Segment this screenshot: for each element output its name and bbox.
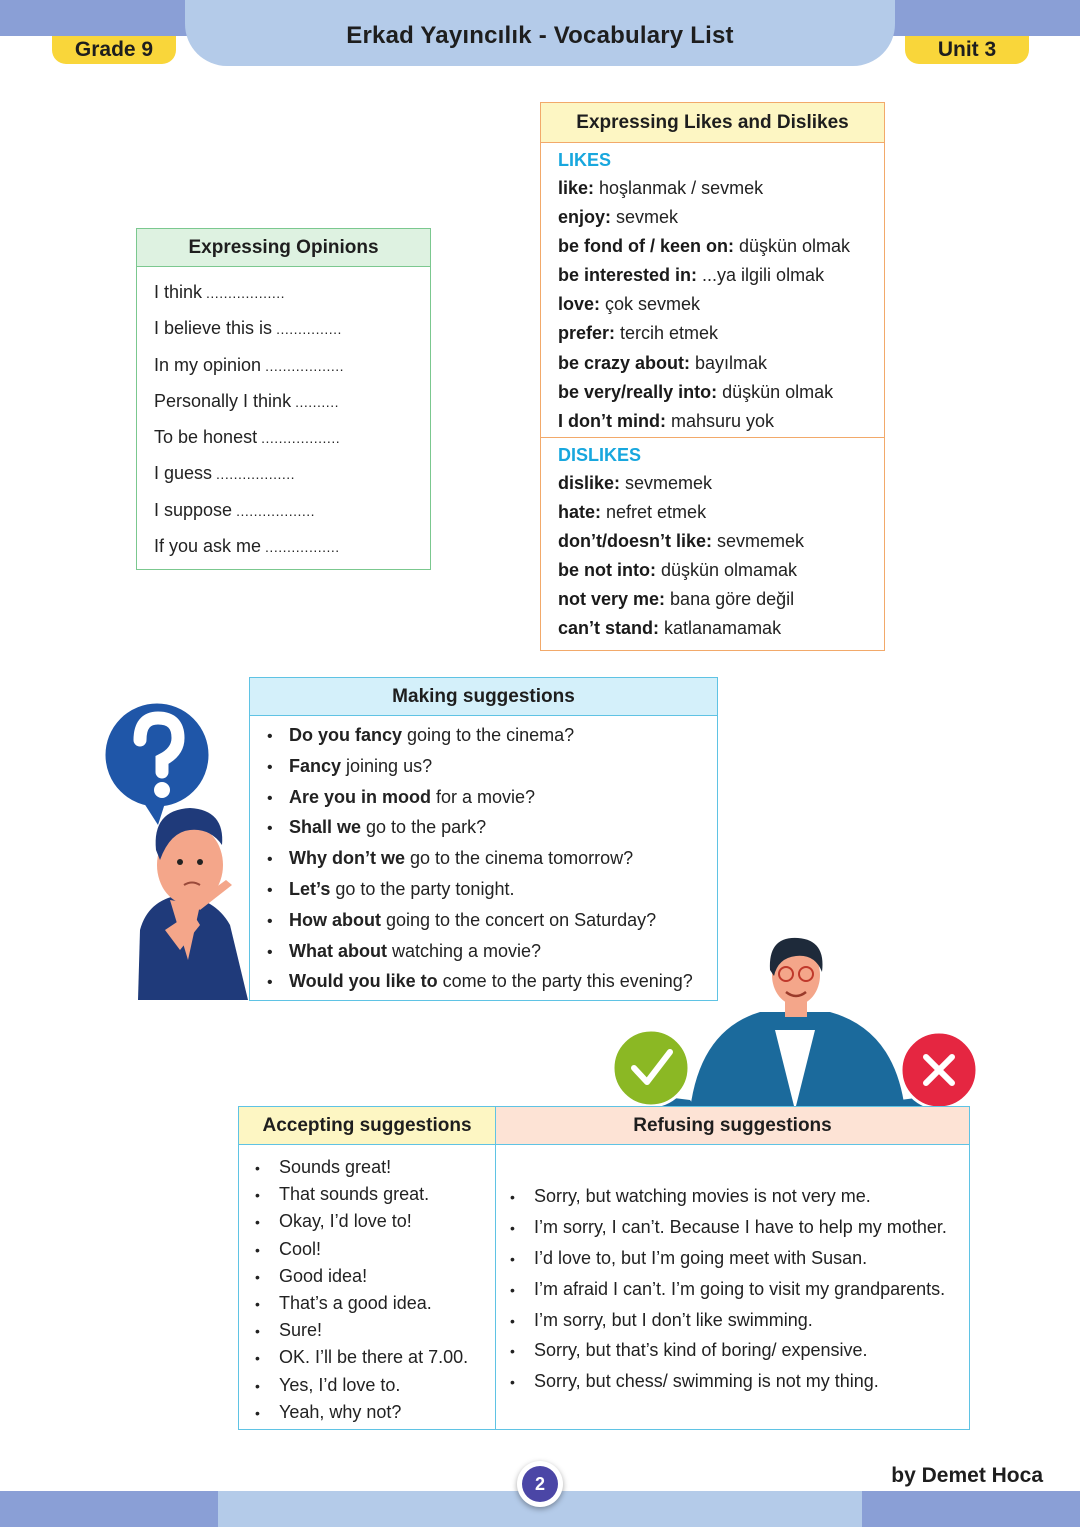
blank-dots: ................. xyxy=(265,539,340,556)
expressing-opinions-title: Expressing Opinions xyxy=(137,229,430,267)
vocab-meaning: sevmek xyxy=(611,207,679,228)
question-mark-icon xyxy=(104,702,210,825)
list-item xyxy=(255,1181,495,1208)
bullet: • xyxy=(510,1312,515,1329)
list-item xyxy=(154,386,430,422)
bullet: • xyxy=(510,1189,515,1205)
suggestion-phrase: Shall we xyxy=(289,817,362,838)
vocab-term: I don’t mind: xyxy=(558,410,666,431)
list-item xyxy=(558,585,884,614)
blank-dots: .................. xyxy=(216,466,296,483)
opinion-phrase: I suppose xyxy=(154,499,233,520)
vocab-term: be crazy about: xyxy=(558,352,691,373)
blank-dots: ............... xyxy=(276,321,342,338)
accept-phrase: That sounds great. xyxy=(279,1184,430,1205)
dislikes-list xyxy=(541,469,884,644)
accept-phrase: That’s a good idea. xyxy=(279,1292,432,1313)
list-item xyxy=(558,319,884,348)
list-item xyxy=(154,422,430,458)
list-item xyxy=(267,874,717,905)
vocab-meaning: sevmemek xyxy=(620,472,713,493)
bullet: • xyxy=(510,1281,515,1298)
suggestion-rest: go to the party tonight. xyxy=(330,878,515,899)
vocab-term: don’t/doesn’t like: xyxy=(558,531,713,552)
vocab-term: not very me: xyxy=(558,589,666,610)
vocab-term: like: xyxy=(558,178,595,198)
page-title: Erkad Yayıncılık - Vocabulary List xyxy=(346,22,734,49)
bullet: • xyxy=(510,1250,515,1267)
footer-band-right xyxy=(862,1491,1080,1527)
list-item xyxy=(154,313,430,349)
list-item xyxy=(255,1290,495,1317)
bullet: • xyxy=(255,1214,260,1231)
footer-band-left xyxy=(0,1491,218,1527)
list-item xyxy=(558,614,884,643)
vocab-term: can’t stand: xyxy=(558,618,660,639)
list-item xyxy=(267,812,717,843)
bullet: • xyxy=(510,1219,515,1236)
list-item xyxy=(255,1208,495,1235)
vocab-term: be very/really into: xyxy=(558,381,718,402)
blank-dots: .................. xyxy=(236,502,316,519)
vocab-meaning: çok sevmek xyxy=(600,294,701,315)
accept-phrase: Sure! xyxy=(279,1320,323,1341)
list-item xyxy=(510,1335,969,1366)
bullet: • xyxy=(267,881,273,899)
likes-heading: LIKES xyxy=(558,150,612,170)
page-number: 2 xyxy=(522,1466,558,1502)
suggestion-rest: come to the party this evening? xyxy=(437,971,693,992)
vocab-meaning: ...ya ilgili olmak xyxy=(697,265,825,286)
likes-dislikes-box xyxy=(540,102,885,651)
bullet: • xyxy=(255,1350,260,1367)
list-item xyxy=(154,495,430,531)
man-choice-illustration xyxy=(610,930,980,1110)
bullet: • xyxy=(255,1241,260,1258)
suggestion-rest: joining us? xyxy=(341,755,433,776)
list-item xyxy=(154,277,430,313)
list-item xyxy=(558,203,884,232)
refuse-phrase: I’m afraid I can’t. I’m going to visit my grandparents. xyxy=(534,1278,946,1299)
unit-tag: Unit 3 xyxy=(905,36,1029,64)
vocab-meaning: katlanamamak xyxy=(659,618,782,639)
bullet: • xyxy=(267,789,273,807)
refuse-phrase: Sorry, but that’s kind of boring/ expensive. xyxy=(534,1340,868,1361)
list-item xyxy=(510,1212,969,1243)
accepting-suggestions-column xyxy=(239,1107,496,1429)
list-item xyxy=(558,261,884,290)
list-item xyxy=(255,1344,495,1371)
blank-dots: .................. xyxy=(206,285,286,301)
vocab-meaning: düşkün olmamak xyxy=(655,560,798,581)
accept-phrase: Yes, I’d love to. xyxy=(279,1374,401,1395)
opinion-phrase: To be honest xyxy=(154,427,258,448)
refusing-suggestions-column xyxy=(496,1107,969,1429)
refusing-suggestions-title: Refusing suggestions xyxy=(496,1107,969,1145)
refuse-phrase: Sorry, but watching movies is not very me. xyxy=(534,1186,871,1206)
vocab-meaning: mahsuru yok xyxy=(665,410,775,431)
dislikes-heading: DISLIKES xyxy=(558,444,642,465)
likes-dislikes-title: Expressing Likes and Dislikes xyxy=(541,103,884,143)
vocab-meaning: nefret etmek xyxy=(601,501,707,522)
opinion-phrase: If you ask me xyxy=(154,536,262,557)
suggestion-phrase: Let’s xyxy=(289,878,331,899)
grade-tag: Grade 9 xyxy=(52,36,176,64)
bullet: • xyxy=(267,851,273,869)
accepting-suggestions-title: Accepting suggestions xyxy=(239,1107,495,1145)
accept-refuse-box xyxy=(238,1106,970,1430)
list-item xyxy=(255,1263,495,1290)
suggestion-phrase: Why don’t we xyxy=(289,848,405,869)
bullet: • xyxy=(267,943,273,961)
list-item xyxy=(267,782,717,813)
list-item xyxy=(558,349,884,378)
likes-list xyxy=(541,174,884,436)
list-item xyxy=(558,232,884,261)
vocab-meaning: tercih etmek xyxy=(615,323,719,344)
bullet: • xyxy=(255,1268,260,1285)
list-item xyxy=(558,378,884,407)
vocab-meaning: hoşlanmak / sevmek xyxy=(594,178,764,198)
vocab-meaning: düşkün olmak xyxy=(734,236,851,257)
list-item xyxy=(558,174,884,203)
accept-phrase: Cool! xyxy=(279,1238,322,1259)
opinion-phrase: Personally I think xyxy=(154,390,292,411)
refuse-phrase: I’m sorry, but I don’t like swimming. xyxy=(534,1309,813,1330)
bullet: • xyxy=(255,1377,260,1394)
bullet: • xyxy=(255,1187,260,1204)
suggestion-rest: going to the cinema? xyxy=(402,725,575,745)
bullet: • xyxy=(267,820,273,838)
list-item xyxy=(267,843,717,874)
blank-dots: .................. xyxy=(265,357,345,374)
page-number-badge xyxy=(517,1461,563,1507)
accepting-list xyxy=(239,1145,495,1426)
list-item xyxy=(558,498,884,527)
bullet: • xyxy=(255,1323,260,1340)
vocab-term: be not into: xyxy=(558,560,656,581)
bullet: • xyxy=(510,1374,515,1391)
bullet: • xyxy=(267,912,273,930)
refusing-list xyxy=(496,1145,969,1397)
list-item xyxy=(255,1236,495,1263)
accept-phrase: Okay, I’d love to! xyxy=(279,1211,412,1232)
suggestion-phrase: Do you fancy xyxy=(289,725,403,745)
list-item xyxy=(154,458,430,494)
list-item xyxy=(267,751,717,782)
suggestion-rest: going to the concert on Saturday? xyxy=(381,909,657,930)
list-item xyxy=(255,1399,495,1426)
vocab-term: hate: xyxy=(558,501,602,522)
expressing-opinions-box xyxy=(136,228,431,570)
bullet: • xyxy=(267,728,273,745)
list-item xyxy=(154,350,430,386)
list-item xyxy=(558,527,884,556)
title-banner xyxy=(185,0,895,66)
list-item xyxy=(510,1305,969,1336)
list-item xyxy=(510,1181,969,1212)
suggestion-phrase: Are you in mood xyxy=(289,786,432,807)
list-item xyxy=(154,531,430,567)
suggestion-rest: go to the park? xyxy=(361,817,487,838)
bullet: • xyxy=(255,1404,260,1421)
vocab-term: love: xyxy=(558,294,601,315)
vocab-term: prefer: xyxy=(558,323,616,344)
opinion-phrase: I think xyxy=(154,282,203,302)
vocab-meaning: bana göre değil xyxy=(665,589,795,610)
thinking-boy-illustration xyxy=(100,700,250,1000)
accept-phrase: Good idea! xyxy=(279,1265,368,1286)
list-item xyxy=(267,720,717,751)
opinion-phrase: I guess xyxy=(154,463,213,484)
bullet: • xyxy=(255,1295,260,1312)
list-item xyxy=(558,290,884,319)
bullet: • xyxy=(255,1160,260,1176)
vocab-term: be fond of / keen on: xyxy=(558,236,734,257)
blank-dots: .......... xyxy=(295,393,339,410)
bullet: • xyxy=(510,1343,515,1360)
suggestion-rest: go to the cinema tomorrow? xyxy=(405,848,634,869)
vocab-meaning: bayılmak xyxy=(690,352,768,373)
cross-icon xyxy=(901,1032,977,1108)
vocab-meaning: düşkün olmak xyxy=(717,381,834,402)
accept-phrase: Sounds great! xyxy=(279,1157,392,1177)
opinion-phrase: In my opinion xyxy=(154,354,262,375)
suggestion-phrase: Fancy xyxy=(289,755,342,776)
list-item xyxy=(510,1274,969,1305)
making-suggestions-title: Making suggestions xyxy=(250,678,717,716)
list-item xyxy=(510,1366,969,1397)
author-credit: by Demet Hoca xyxy=(891,1464,1043,1487)
opinion-phrase: I believe this is xyxy=(154,318,273,339)
list-item xyxy=(558,407,884,436)
suggestion-phrase: How about xyxy=(289,909,381,930)
check-icon xyxy=(613,1030,689,1106)
accept-phrase: Yeah, why not? xyxy=(279,1401,402,1422)
vocab-meaning: sevmemek xyxy=(712,531,805,552)
bullet: • xyxy=(267,974,273,992)
refuse-phrase: Sorry, but chess/ swimming is not my thing. xyxy=(534,1371,879,1392)
opinions-list xyxy=(137,267,430,567)
vocab-term: dislike: xyxy=(558,472,621,493)
suggestion-rest: for a movie? xyxy=(431,786,536,807)
blank-dots: .................. xyxy=(261,430,341,447)
suggestion-phrase: Would you like to xyxy=(289,971,438,992)
list-item xyxy=(255,1317,495,1344)
list-item xyxy=(255,1372,495,1399)
suggestion-phrase: What about xyxy=(289,940,387,961)
list-item xyxy=(558,556,884,585)
accept-phrase: OK. I’ll be there at 7.00. xyxy=(279,1347,469,1368)
list-item xyxy=(510,1243,969,1274)
bullet: • xyxy=(267,758,273,776)
vocab-term: be interested in: xyxy=(558,265,698,286)
suggestion-rest: watching a movie? xyxy=(386,940,542,961)
vocab-term: enjoy: xyxy=(558,207,612,228)
refuse-phrase: I’d love to, but I’m going meet with Susan. xyxy=(534,1247,868,1268)
refuse-phrase: I’m sorry, I can’t. Because I have to help my mother. xyxy=(534,1216,947,1237)
list-item xyxy=(558,469,884,498)
list-item xyxy=(255,1154,495,1181)
